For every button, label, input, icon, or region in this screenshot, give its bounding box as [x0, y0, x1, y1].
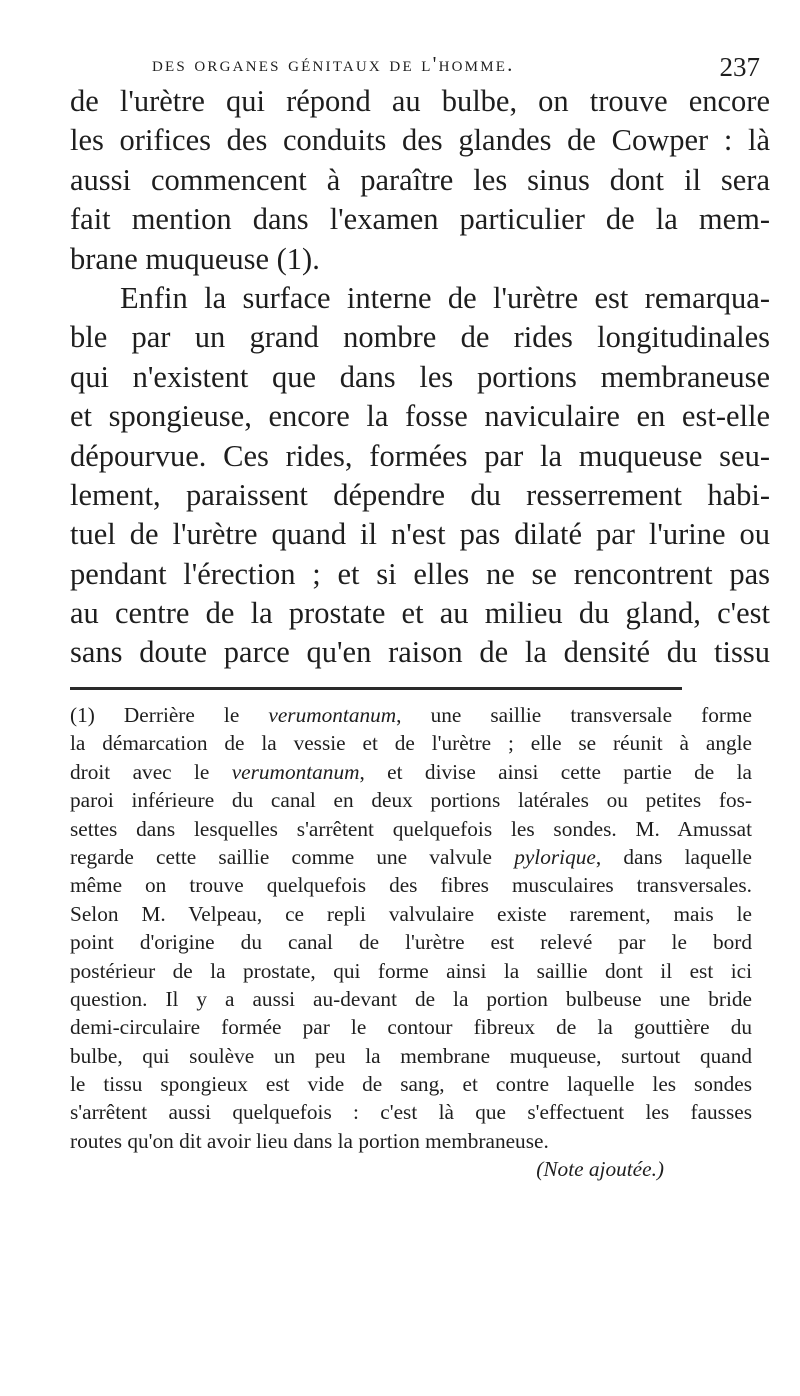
- footnote-line: [70, 957, 752, 985]
- footnote-line: [70, 701, 752, 729]
- footnote-text: , dans laquelle: [595, 844, 752, 869]
- footnote-text: droit avec le: [70, 759, 232, 784]
- footnote-text: regarde cette saillie comme une valvule: [70, 844, 515, 869]
- body-line: brane muqueuse (1).: [70, 241, 320, 276]
- footnote-text: demi-circulaire formée par le contour fibreux de la gouttière du: [70, 1015, 752, 1040]
- footnote-text: , une saillie transversale forme: [396, 703, 752, 727]
- footnote-text: le tissu spongieux est vide de sang, et contre laquelle les sondes: [70, 1072, 752, 1097]
- footnote-italic-term: pylorique: [514, 844, 596, 869]
- body-line: aussi commencent à paraître les sinus dont il sera: [70, 162, 770, 197]
- footnote-line: [70, 1013, 752, 1041]
- footnote-text: settes dans lesquelles s'arrêtent quelquefois les sondes. M. Amussat: [70, 816, 752, 841]
- footnote-line: [70, 758, 752, 786]
- footnote-italic-term: verumontanum: [268, 703, 397, 727]
- footnote-line: [70, 1042, 752, 1070]
- main-text: [70, 82, 770, 673]
- body-line: de l'urètre qui répond au bulbe, on trouve encore: [70, 84, 770, 118]
- footnote-text: même on trouve quelquefois des fibres musculaires transversales.: [70, 873, 752, 898]
- body-line: tuel de l'urètre quand il n'est pas dilaté par l'urine ou: [70, 517, 770, 552]
- footnote-text: bulbe, qui soulève un peu la membrane muqueuse, surtout quand: [70, 1043, 752, 1068]
- body-line: lement, paraissent dépendre du resserrement habi-: [70, 477, 770, 512]
- body-line: dépourvue. Ces rides, formées par la muqueuse seu-: [70, 438, 770, 473]
- page-number: 237: [719, 52, 760, 82]
- footnote-line: [70, 1098, 752, 1126]
- footnote-text: routes qu'on dit avoir lieu dans la portion membraneuse.: [70, 1128, 549, 1153]
- footnote-line: [70, 815, 752, 843]
- footnote-marker: (1): [70, 703, 124, 727]
- footnote: [70, 701, 752, 1184]
- footnote-line: [70, 1127, 752, 1155]
- body-line: fait mention dans l'examen particulier de la mem-: [70, 202, 770, 237]
- footnote-line: [70, 729, 752, 757]
- footnote-line: [70, 1070, 752, 1098]
- body-line: ble par un grand nombre de rides longitudinales: [70, 320, 770, 355]
- footnote-line: [70, 985, 752, 1013]
- footnote-line: [70, 843, 752, 871]
- footnote-text: paroi inférieure du canal en deux portions latérales ou petites fos-: [70, 788, 752, 813]
- footnote-text: s'arrêtent aussi quelquefois : c'est là que s'effectuent les fausses: [70, 1100, 752, 1125]
- body-line: sans doute parce qu'en raison de la densité du tissu: [70, 635, 770, 670]
- footnote-divider: [70, 687, 682, 690]
- body-line: les orifices des conduits des glandes de Cowper : là: [70, 123, 770, 158]
- footnote-text: postérieur de la prostate, qui forme ainsi la saillie dont il est ici: [70, 958, 752, 983]
- footnote-text: la démarcation de la vessie et de l'urètre ; elle se réunit à angle: [70, 731, 752, 756]
- page-header: [152, 52, 760, 82]
- footnote-line: [70, 871, 752, 899]
- body-line: et spongieuse, encore la fosse naviculaire en est-elle: [70, 399, 770, 434]
- footnote-text: , et divise ainsi cette partie de la: [359, 759, 753, 784]
- body-line: qui n'existent que dans les portions membraneuse: [70, 359, 770, 394]
- footnote-italic-term: verumontanum: [231, 759, 360, 784]
- footnote-line: [70, 786, 752, 814]
- footnote-text: question. Il y a aussi au-devant de la portion bulbeuse une bride: [70, 986, 752, 1011]
- body-line: Enfin la surface interne de l'urètre est remarqua-: [120, 280, 770, 315]
- footnote-text: Selon M. Velpeau, ce repli valvulaire existe rarement, mais le: [70, 901, 752, 926]
- body-line: au centre de la prostate et au milieu du gland, c'est: [70, 596, 770, 631]
- footnote-line: [70, 900, 752, 928]
- footnote-text: Derrière le: [123, 703, 269, 727]
- note-signature: (Note ajoutée.): [536, 1157, 664, 1182]
- footnote-text: point d'origine du canal de l'urètre est relevé par le bord: [70, 930, 752, 955]
- body-line: pendant l'érection ; et si elles ne se rencontrent pas: [70, 556, 770, 591]
- running-title: des organes génitaux de l'homme.: [152, 52, 515, 76]
- footnote-line: [70, 928, 752, 956]
